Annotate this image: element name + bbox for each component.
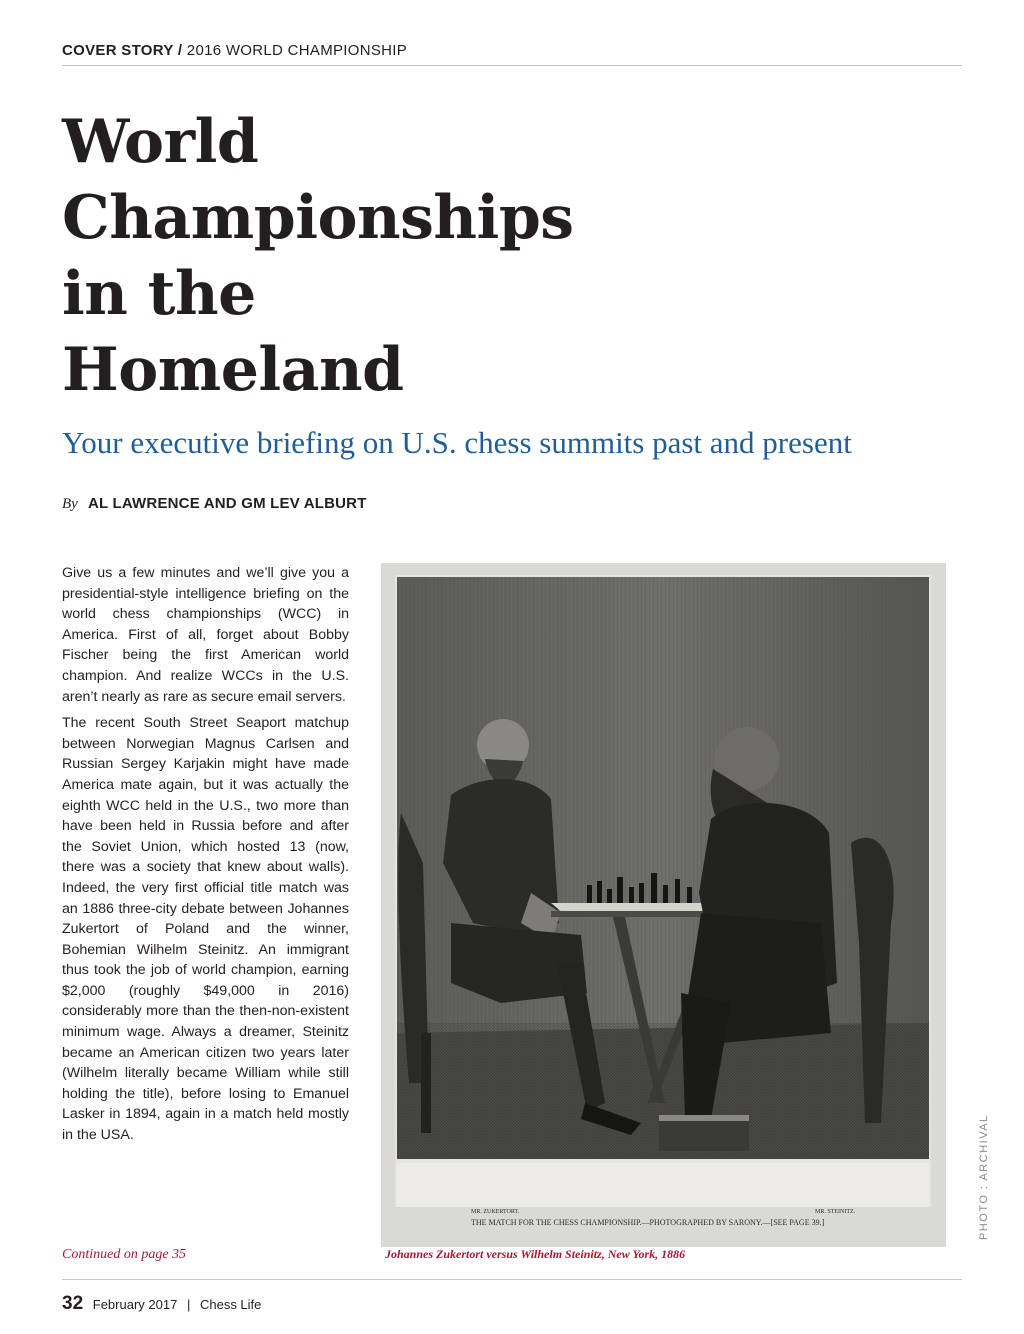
engraving-illustration	[381, 563, 946, 1247]
body-paragraph: Give us a few minutes and we’ll give you a presidential-style intelligence briefing on the world chess championships (WCC) in America. First of all, forget about Bobby Fischer being the first American world champion. And realize WCCs in the U.S. aren’t nearly as rare as secure email servers.	[62, 565, 349, 705]
engraving-caption: THE MATCH FOR THE CHESS CHAMPIONSHIP.—PHOTOGRAPHED BY SARONY.—[SEE PAGE 39.]	[471, 1218, 825, 1227]
byline	[62, 495, 367, 513]
title-line: in the	[62, 259, 256, 329]
engraving-label-left: MR. ZUKERTORT.	[471, 1209, 520, 1215]
title-line: Championships	[62, 183, 574, 253]
continued-link[interactable]: Continued on page 35	[62, 1247, 187, 1262]
article-subtitle: Your executive briefing on U.S. chess summits past and present	[62, 425, 852, 460]
byline-prefix: By	[62, 496, 78, 512]
issue-date: February 2017	[92, 1297, 178, 1312]
photo-caption: Johannes Zukertort versus Wilhelm Steinitz, New York, 1886	[385, 1247, 686, 1261]
photo-credit: PHOTO : ARCHIVAL	[978, 1114, 990, 1240]
header-rule	[62, 65, 962, 66]
footer-separator: |	[186, 1297, 191, 1312]
body-paragraph: The recent South Street Seaport matchup between Norwegian Magnus Carlsen and Russian Sergey Karjakin might have made America mate again, but it was actually the eighth WCC held in the U.S., two more than have been held in Russia before and after the Soviet Union, which hosted 13 (now, there was a society that knew about walls). Indeed, the very first official title match was an 1886 three-city debate between Johannes Zukertort of Poland and the winner, Bohemian Wilhelm Steinitz. An immigrant thus took the job of world champion, earning $2,000 (roughly $49,000 in 2016) considerably more than the then-non-existent minimum wage. Always a dreamer, Steinitz became an American citizen two years later (Wilhelm literally became William while still holding the title), before losing to Emanuel Lasker in 1894, again in a match held mostly in the USA.	[62, 715, 349, 1144]
section-topic: 2016 WORLD CHAMPIONSHIP	[186, 42, 408, 59]
page-number: 32	[62, 1293, 84, 1314]
page-footer	[62, 1293, 261, 1315]
engraving-photo	[381, 563, 946, 1247]
section-kicker	[62, 42, 407, 59]
byline-authors: AL LAWRENCE AND GM LEV ALBURT	[88, 495, 367, 512]
magazine-name: Chess Life	[199, 1297, 262, 1312]
section-label: COVER STORY /	[62, 42, 183, 59]
article-body	[62, 563, 349, 1152]
title-line: World	[62, 107, 259, 177]
footer-rule	[62, 1279, 962, 1280]
engraving-label-right: MR. STEINITZ.	[815, 1209, 856, 1215]
title-line: Homeland	[62, 335, 404, 405]
article-title	[62, 104, 762, 408]
